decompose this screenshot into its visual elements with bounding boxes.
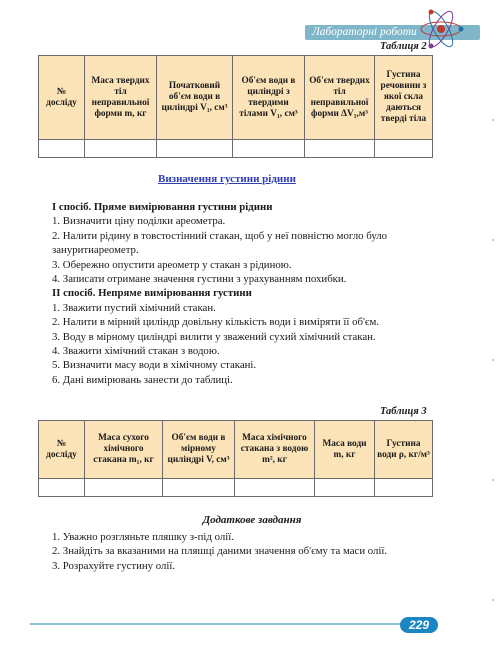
table3-header-cell: Маса сухого хімічного стакана m₁, кг	[85, 421, 163, 479]
table2-header-cell: Початковий об'єм води в циліндрі V₁, см³	[157, 56, 233, 140]
method2-title: ІІ спосіб. Непряме вимірювання густини	[52, 287, 252, 300]
extra-list	[52, 530, 444, 573]
method2-step: 2. Налити в мірний циліндр довільну кількість води і виміряти її об'єм.	[52, 316, 380, 329]
table2-header-cell: № досліду	[39, 56, 85, 140]
method1-title: І спосіб. Пряме вимірювання густини рідини	[52, 201, 273, 213]
table2-header-cell: Густина речовини з якої скла даються тверді тіла	[375, 56, 433, 140]
method2-step: 6. Дані вимірювань занести до таблиці.	[52, 373, 233, 386]
method1-step: 3. Обережно опустити ареометр у стакан з рідиною.	[52, 258, 292, 271]
extra-item: 3. Розрахуйте густину олії.	[52, 559, 176, 572]
table3-caption: Таблиця 3	[380, 406, 427, 417]
table3-header-cell: Густина води ρ, кг/м³	[375, 421, 433, 479]
extra-item: 1. Уважно розгляньте пляшку з-під олії.	[52, 531, 234, 543]
method1-step: 1. Визначити ціну поділки ареометра.	[52, 215, 226, 228]
table2-cell	[233, 140, 305, 158]
table3-cell	[235, 479, 315, 497]
table3-header-cell: Об'єм води в мірному циліндрі V, см³	[163, 421, 235, 479]
method1-step: 2. Налити рідину в товстостінний стакан, щоб у неї повністю могло було зануритиареометр.	[52, 229, 388, 257]
table2-cell	[305, 140, 375, 158]
section-heading: Визначення густини рідини	[158, 173, 296, 185]
header-title: Лабораторні роботи	[312, 26, 417, 38]
table3-cell	[315, 479, 375, 497]
side-dots-decoration	[488, 0, 498, 662]
table2-cell	[157, 140, 233, 158]
table3-header-row	[39, 421, 433, 479]
table3-empty-row	[39, 479, 433, 497]
table2-header-row	[39, 56, 433, 140]
table2-header-cell: Об'єм води в циліндрі з твердими тілами V₁, см³	[233, 56, 305, 140]
page-number: 229	[400, 617, 438, 633]
table2	[38, 55, 433, 158]
table2-cell	[39, 140, 85, 158]
method2-step: 1. Зважити пустий хімічний стакан.	[52, 301, 216, 314]
table3-cell	[39, 479, 85, 497]
extra-item: 2. Знайдіть за вказаними на пляшці даними значення об'єму та маси олії.	[52, 545, 388, 558]
table3-cell	[85, 479, 163, 497]
table3-header-cell: Маса хімічного стакана з водою m², кг	[235, 421, 315, 479]
table2-cell	[375, 140, 433, 158]
table3-cell	[163, 479, 235, 497]
table3-header-cell: № досліду	[39, 421, 85, 479]
table2-header-cell: Маса твердих тіл неправильної форми m, кг	[85, 56, 157, 140]
table2-caption: Таблиця 2	[380, 41, 427, 52]
method2-step: 3. Воду в мірному циліндрі вилити у зважений сухий хімічний стакан.	[52, 330, 376, 343]
footer-line	[30, 623, 410, 625]
method2-step: 4. Зважити хімічний стакан з водою.	[52, 345, 220, 358]
table3	[38, 420, 433, 497]
table2-empty-row	[39, 140, 433, 158]
method2-step: 5. Визначити масу води в хімічному стакані.	[52, 359, 257, 372]
table2-cell	[85, 140, 157, 158]
table2-header-cell: Об'єм твердих тіл неправильної форми ΔV₁,м³	[305, 56, 375, 140]
table3-header-cell: Маса води m, кг	[315, 421, 375, 479]
methods-text	[52, 200, 444, 387]
table3-cell	[375, 479, 433, 497]
extra-heading: Додаткове завдання	[202, 514, 302, 526]
method1-step: 4. Записати отримане значення густини з урахуванням похибки.	[52, 273, 347, 286]
